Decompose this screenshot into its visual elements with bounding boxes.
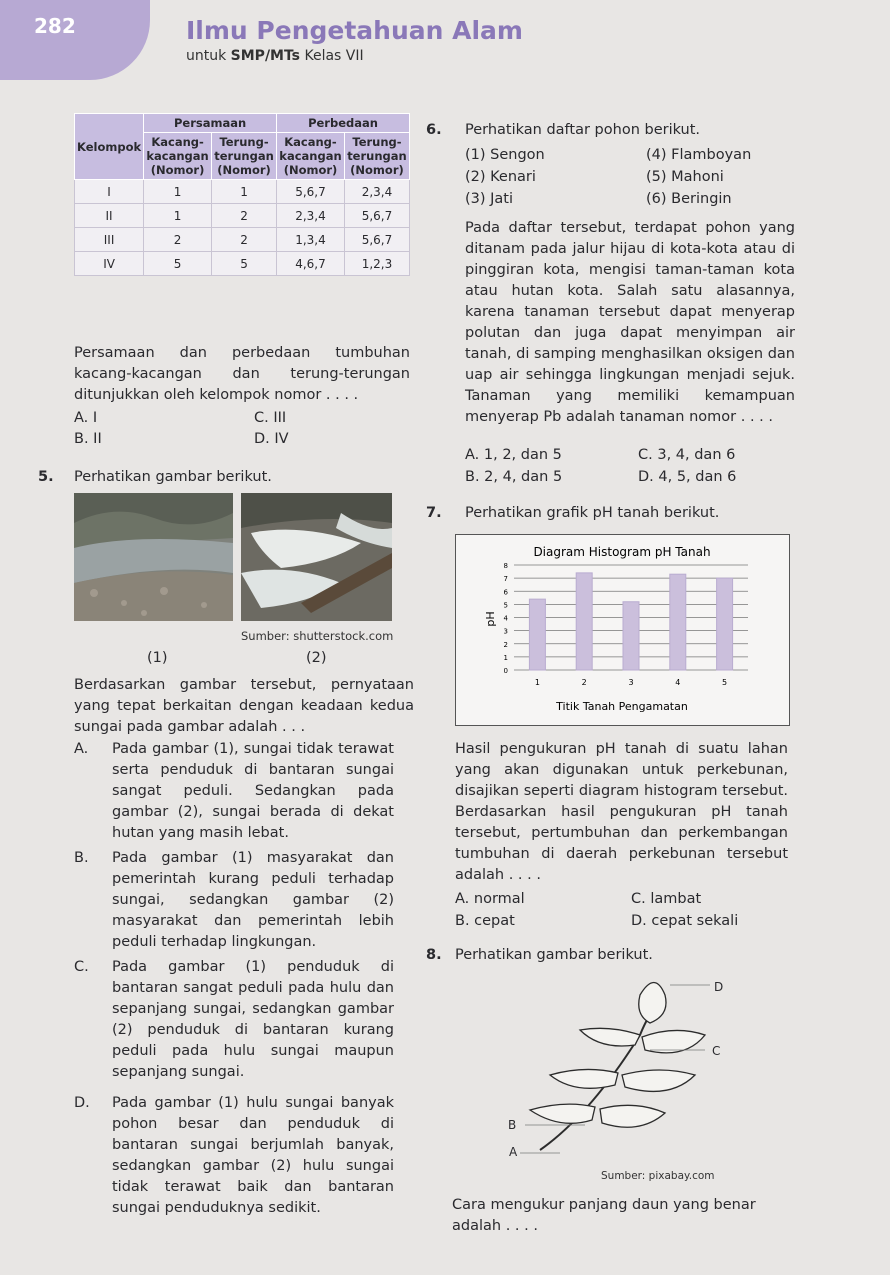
q6-option-b[interactable]: B. 2, 4, dan 5: [465, 469, 563, 485]
q5-photo-label-1: (1): [147, 650, 168, 666]
table-header-perbedaan: Perbedaan: [277, 114, 410, 133]
q6-body: Pada daftar tersebut, terdapat pohon yang ditanam pada jalur hijau di kota-kota atau di pinggiran kota, mengisi taman-taman kota atau hutan kota. Salah satu alasannya, karena tanaman tersebut dapat menyerap polutan dan juga dapat menyimpan air tanah, di samping menghasilkan oksigen dan uap air sehingga lingkungan menjadi sejuk. Tanaman yang memiliki kemampuan menyerap Pb adalah tanaman nomor . . . .: [465, 220, 795, 425]
chart-y-tick-label: 1: [503, 653, 508, 662]
q8-photo-source: Sumber: pixabay.com: [601, 1170, 715, 1182]
chart-x-axis-label: Titik Tanah Pengamatan: [556, 700, 688, 713]
table-col-header: Kacang-kacangan (Nomor): [277, 133, 345, 180]
chart-bar-2: [576, 573, 592, 670]
chart-bar-5: [717, 578, 733, 670]
q7-stem: Perhatikan grafik pH tanah berikut.: [465, 505, 720, 521]
table-row: I 1 1 5,6,7 2,3,4: [75, 180, 410, 204]
chart-y-tick-label: 0: [503, 667, 508, 675]
chart-title: Diagram Histogram pH Tanah: [533, 545, 711, 559]
chart-y-axis-label: pH: [484, 611, 497, 627]
q6-option-a[interactable]: A. 1, 2, dan 5: [465, 447, 562, 463]
q5-option-c-letter[interactable]: C.: [74, 959, 89, 975]
comparison-table: [74, 113, 410, 276]
table-row: II 1 2 2,3,4 5,6,7: [75, 204, 410, 228]
chart-y-tick-label: 3: [503, 627, 508, 636]
q8-stem: Perhatikan gambar berikut.: [455, 947, 653, 963]
q6-number: 6.: [426, 122, 442, 138]
q4-stem: Persamaan dan perbedaan tumbuhan kacang-kacangan dan terung-terungan ditunjukkan oleh kelompok nomor . . . .: [74, 345, 410, 403]
q5-option-d-letter[interactable]: D.: [74, 1095, 90, 1111]
chart-bar-3: [623, 602, 639, 670]
chart-y-tick-label: 6: [503, 588, 508, 597]
book-title: Ilmu Pengetahuan Alam: [186, 16, 523, 45]
q5-option-a-letter[interactable]: A.: [74, 741, 89, 757]
q8-number: 8.: [426, 947, 442, 963]
q6-option-d[interactable]: D. 4, 5, dan 6: [638, 469, 737, 485]
q7-option-c[interactable]: C. lambat: [631, 891, 702, 907]
q8-question: Cara mengukur panjang daun yang benar adalah . . . .: [452, 1197, 756, 1234]
table-row: III 2 2 1,3,4 5,6,7: [75, 228, 410, 252]
q5-question: Berdasarkan gambar tersebut, pernyataan yang tepat berkaitan dengan keadaan kedua sungai pada gambar adalah . . .: [74, 677, 414, 735]
q6-tree-4: (4) Flamboyan: [646, 147, 752, 163]
chart-x-tick-label: 1: [534, 678, 540, 687]
q5-stem: Perhatikan gambar berikut.: [74, 469, 272, 485]
q8-label-c: C: [712, 1044, 721, 1058]
q6-stem: Perhatikan daftar pohon berikut.: [465, 122, 701, 138]
river-photo-2: [241, 493, 392, 621]
chart-y-tick-label: 8: [503, 562, 508, 570]
table-header-persamaan: Persamaan: [144, 114, 277, 133]
q4-option-c[interactable]: C. III: [254, 410, 287, 426]
q7-option-d[interactable]: D. cepat sekali: [631, 913, 739, 929]
page-number: 282: [34, 14, 76, 38]
q4-option-d[interactable]: D. IV: [254, 431, 289, 447]
book-subtitle: untuk SMP/MTs Kelas VII: [186, 48, 364, 64]
q4-option-b[interactable]: B. II: [74, 431, 102, 447]
q6-tree-1: (1) Sengon: [465, 147, 545, 163]
q6-option-c[interactable]: C. 3, 4, dan 6: [638, 447, 736, 463]
q6-tree-5: (5) Mahoni: [646, 169, 724, 185]
q5-number: 5.: [38, 469, 54, 485]
q6-tree-2: (2) Kenari: [465, 169, 536, 185]
header-decoration: [0, 0, 150, 80]
table-col-header: Terung-terungan (Nomor): [344, 133, 409, 180]
compound-leaf-illustration: [500, 975, 750, 1170]
chart-x-tick-label: 3: [628, 678, 634, 687]
chart-y-tick-label: 5: [503, 601, 508, 610]
chart-x-tick-label: 5: [722, 678, 728, 687]
q6-tree-6: (6) Beringin: [646, 191, 732, 207]
chart-bar-1: [529, 599, 545, 670]
q5-option-d[interactable]: Pada gambar (1) hulu sungai banyak pohon besar dan penduduk di bantaran sungai berjumlah banyak, sedangkan gambar (2) hulu sungai tidak terawat baik dan bantaran sungai penduduknya sedikit.: [112, 1095, 394, 1216]
chart-y-tick-label: 2: [503, 640, 508, 649]
q5-option-b-letter[interactable]: B.: [74, 850, 89, 866]
table-col-header: Terung-terungan (Nomor): [212, 133, 277, 180]
q5-photo-source: Sumber: shutterstock.com: [241, 629, 394, 643]
q7-option-b[interactable]: B. cepat: [455, 913, 515, 929]
chart-y-tick-label: 7: [503, 575, 508, 584]
table-header-kelompok: Kelompok: [75, 114, 144, 180]
chart-x-tick-label: 2: [581, 678, 587, 687]
ph-histogram-svg: [456, 535, 789, 725]
q5-option-a[interactable]: Pada gambar (1), sungai tidak terawat serta penduduk di bantaran sungai sangat peduli. Sedangkan pada gambar (2), sungai berada di dekat hutan yang masih lebat.: [112, 741, 394, 841]
river-photo-1: [74, 493, 233, 621]
q8-label-a: A: [509, 1145, 518, 1159]
q7-number: 7.: [426, 505, 442, 521]
q5-photo-label-2: (2): [306, 650, 327, 666]
q7-body: Hasil pengukuran pH tanah di suatu lahan yang akan digunakan untuk perkebunan, disajikan seperti diagram histogram tersebut. Berdasarkan hasil pengukuran pH tanah tersebut, pertumbuhan dan perkembangan tumbuhan di daerah perkebunan tersebut adalah . . . .: [455, 741, 788, 883]
q6-tree-3: (3) Jati: [465, 191, 514, 207]
q4-option-a[interactable]: A. I: [74, 410, 98, 426]
table-col-header: Kacang-kacangan (Nomor): [144, 133, 212, 180]
chart-bar-4: [670, 574, 686, 670]
q8-label-d: D: [714, 980, 724, 994]
chart-x-tick-label: 4: [675, 678, 681, 687]
q8-label-b: B: [508, 1118, 517, 1132]
q5-option-c[interactable]: Pada gambar (1) penduduk di bantaran sangat peduli pada hulu dan sepanjang sungai, sedangkan gambar (2) penduduk di bantaran kurang peduli pada hulu sungai maupun sepanjang sungai.: [112, 959, 394, 1080]
q5-option-b[interactable]: Pada gambar (1) masyarakat dan pemerintah kurang peduli terhadap sungai, sedangkan gambar (2) masyarakat dan pemerintah lebih peduli terhadap lingkungan.: [112, 850, 394, 950]
ph-histogram-chart: [455, 534, 790, 726]
table-row: IV 5 5 4,6,7 1,2,3: [75, 252, 410, 276]
q7-option-a[interactable]: A. normal: [455, 891, 525, 907]
chart-y-tick-label: 4: [503, 614, 508, 623]
